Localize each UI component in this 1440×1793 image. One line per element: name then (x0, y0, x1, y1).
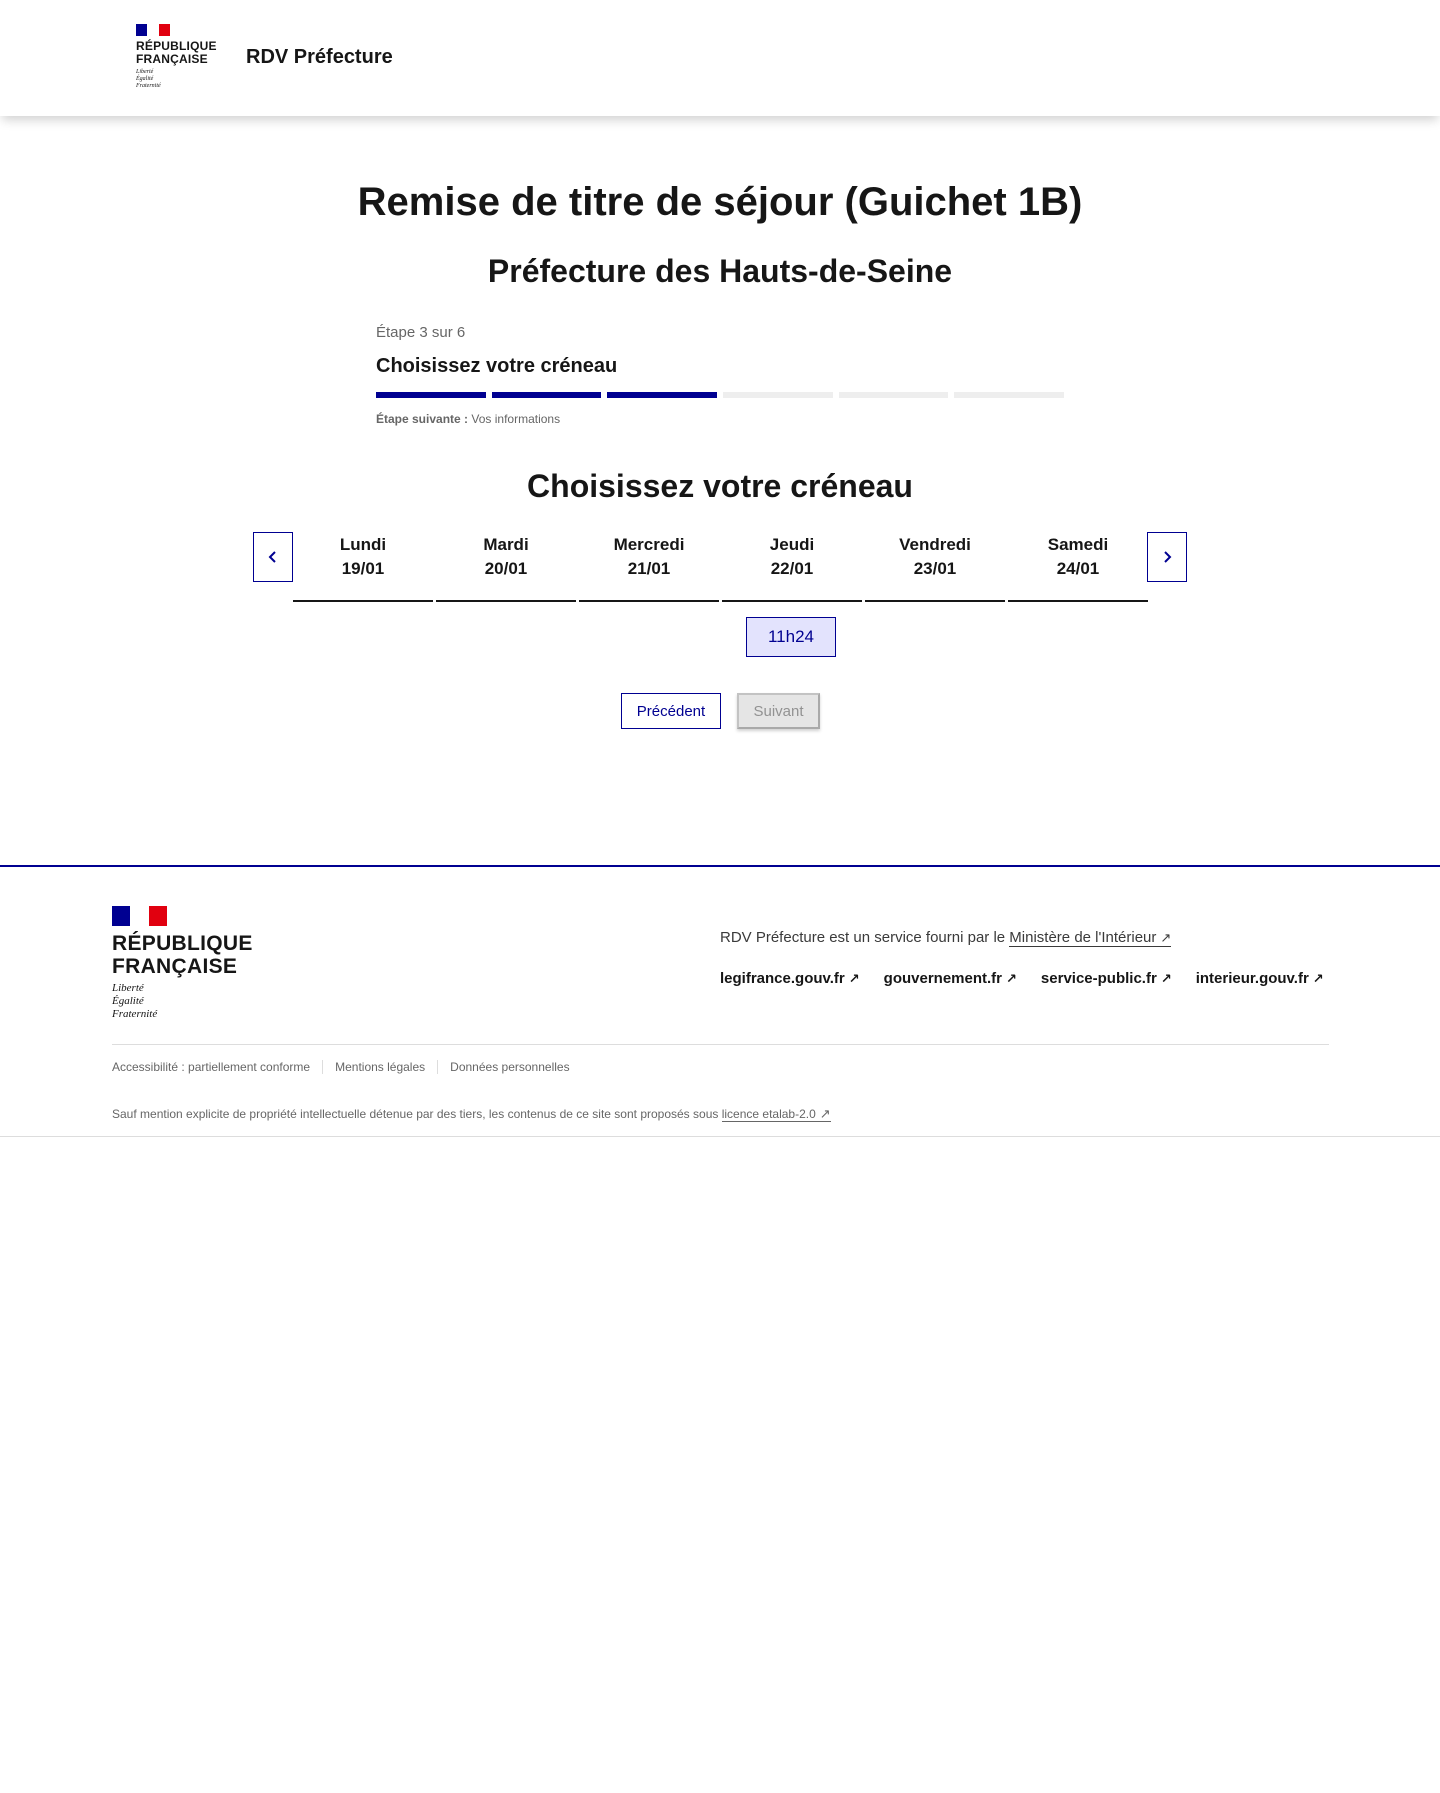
day-name: Lundi (339, 535, 387, 554)
ministere-interieur-link-label: Ministère de l'Intérieur (1009, 929, 1157, 946)
licence-etalab-link-label: licence etalab-2.0 (721, 1107, 816, 1121)
motto-egalite: Égalité (112, 995, 144, 1007)
logo-motto (136, 69, 217, 90)
day-date: 22/01 (770, 559, 814, 578)
footer-logo-line-1: RÉPUBLIQUE (112, 932, 253, 955)
next-week-button[interactable] (1147, 532, 1187, 582)
interieur-link-label: interieur.gouv.fr (1195, 970, 1309, 987)
day-name: Mardi (483, 535, 529, 554)
day-column[interactable] (722, 532, 862, 602)
legifrance-link[interactable] (720, 970, 860, 987)
gouvernement-link-label: gouvernement.fr (883, 970, 1003, 987)
external-link-icon: ↗ (1006, 971, 1017, 986)
footer-licence (112, 1106, 831, 1122)
stepper-title: Choisissez votre créneau (376, 355, 618, 377)
stepper (376, 324, 1064, 426)
external-link-icon: ↗ (1160, 930, 1172, 945)
motto-liberte: Liberté (136, 69, 154, 75)
marianne-flag-icon (136, 24, 170, 36)
day-date: 21/01 (627, 559, 671, 578)
next-button[interactable]: Suivant (737, 693, 820, 729)
logo-line-2: FRANÇAISE (136, 52, 208, 66)
footer-description (720, 929, 1171, 946)
day-date: 24/01 (1056, 559, 1100, 578)
republique-francaise-logo[interactable] (136, 24, 217, 90)
logo-text (136, 40, 217, 66)
footer-logo-text (112, 932, 253, 978)
day-column[interactable] (865, 532, 1005, 602)
stepper-state: Étape 3 sur 6 (376, 324, 466, 341)
footer-description-text: RDV Préfecture est un service fourni par le (720, 929, 1010, 946)
motto-fraternite: Fraternité (112, 1008, 158, 1020)
day-column[interactable] (1008, 532, 1148, 602)
service-public-link[interactable] (1041, 970, 1172, 987)
mentions-legales-link[interactable]: Mentions légales (322, 1060, 437, 1074)
day-name: Mercredi (613, 535, 685, 554)
day-name: Jeudi (769, 535, 815, 554)
stepper-segment (607, 392, 717, 398)
motto-liberte: Liberté (112, 982, 144, 994)
interieur-link[interactable] (1196, 970, 1324, 987)
day-columns (293, 532, 1148, 602)
slot-section-title: Choisissez votre créneau (527, 468, 913, 504)
time-slot-button[interactable]: 11h24 (746, 617, 836, 657)
stepper-next-label: Étape suivante : (376, 412, 469, 426)
day-date: 20/01 (484, 559, 528, 578)
stepper-segment (492, 392, 602, 398)
footer-divider (112, 1044, 1329, 1045)
page-title: Remise de titre de séjour (Guichet 1B) (357, 180, 1083, 224)
external-link-icon: ↗ (1312, 971, 1324, 986)
footer-partner-links (720, 970, 1324, 987)
stepper-segment (839, 392, 949, 398)
licence-etalab-link[interactable] (722, 1107, 831, 1122)
day-date: 19/01 (341, 559, 385, 578)
stepper-next-step (376, 412, 1064, 426)
site-footer (0, 865, 1440, 1137)
chevron-left-icon (267, 550, 279, 564)
accessibilite-link[interactable]: Accessibilité : partiellement conforme (112, 1060, 311, 1074)
gouvernement-link[interactable] (884, 970, 1017, 987)
stepper-segment (376, 392, 486, 398)
footer-logo[interactable] (112, 906, 253, 1021)
previous-button[interactable]: Précédent (621, 693, 721, 729)
previous-week-button[interactable] (253, 532, 293, 582)
day-name: Vendredi (899, 535, 971, 554)
legifrance-link-label: legifrance.gouv.fr (720, 970, 845, 987)
footer-bottom-links (112, 1060, 582, 1074)
footer-logo-line-2: FRANÇAISE (112, 955, 238, 978)
footer-motto (112, 982, 253, 1021)
external-link-icon: ↗ (848, 971, 860, 986)
stepper-next-value: Vos informations (471, 412, 561, 426)
marianne-flag-icon (112, 906, 167, 926)
page-subtitle: Préfecture des Hauts-de-Seine (487, 253, 953, 289)
footer-licence-text: Sauf mention explicite de propriété intellectuelle détenue par des tiers, les contenus de ce site sont proposés sous (112, 1107, 722, 1121)
external-link-icon: ↗ (819, 1106, 831, 1121)
motto-egalite: Égalité (136, 76, 154, 82)
day-column[interactable] (436, 532, 576, 602)
day-column[interactable] (293, 532, 433, 602)
stepper-progress (376, 392, 1064, 398)
day-date: 23/01 (913, 559, 957, 578)
motto-fraternite: Fraternité (136, 83, 161, 89)
site-header (0, 0, 1440, 116)
service-title[interactable]: RDV Préfecture (246, 46, 393, 68)
chevron-right-icon (1161, 550, 1173, 564)
external-link-icon: ↗ (1160, 971, 1172, 986)
donnees-personnelles-link[interactable]: Données personnelles (437, 1060, 581, 1074)
service-public-link-label: service-public.fr (1040, 970, 1157, 987)
logo-line-1: RÉPUBLIQUE (136, 39, 217, 53)
day-column[interactable] (579, 532, 719, 602)
stepper-segment (723, 392, 833, 398)
day-name: Samedi (1047, 535, 1109, 554)
ministere-interieur-link[interactable] (1009, 929, 1171, 947)
stepper-segment (954, 392, 1064, 398)
